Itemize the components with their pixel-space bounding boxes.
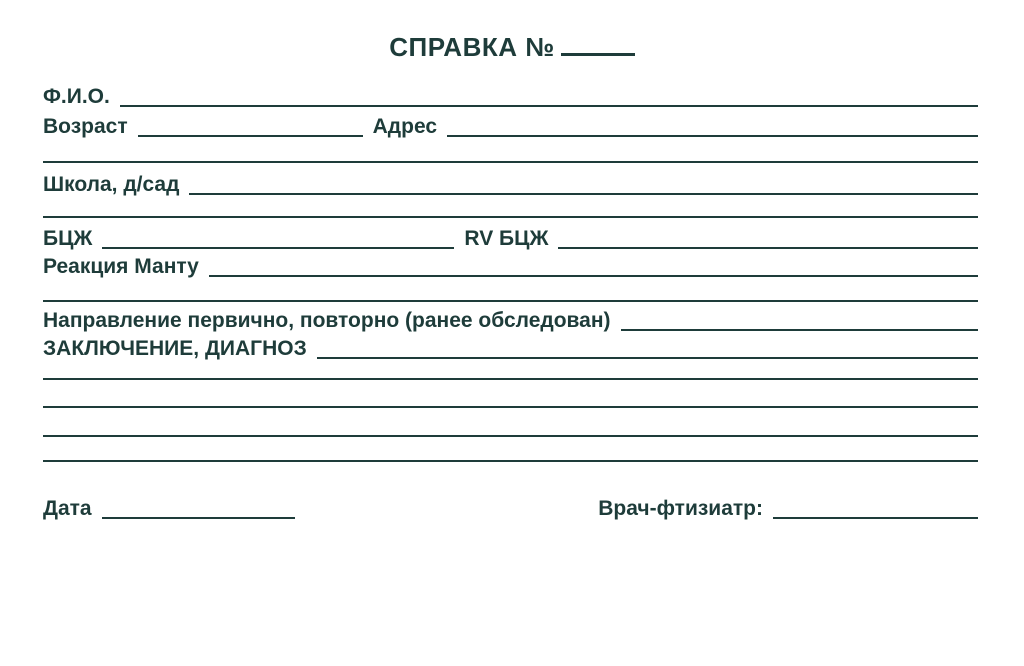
bcg-label: БЦЖ	[43, 227, 93, 250]
notes-blank-line-4	[43, 460, 978, 462]
address-label: Адрес	[372, 115, 438, 138]
age-blank-line	[138, 119, 363, 137]
fio-label: Ф.И.О.	[43, 85, 110, 108]
conclusion-blank-line	[317, 341, 978, 359]
age-address-row	[43, 114, 978, 140]
doctor-signature-blank-line	[773, 501, 978, 519]
date-doctor-row	[43, 496, 978, 522]
referral-blank-line	[621, 313, 978, 331]
date-label: Дата	[43, 497, 92, 520]
bcg-blank-line	[102, 231, 454, 249]
notes-blank-line-3	[43, 435, 978, 437]
conclusion-label: ЗАКЛЮЧЕНИЕ, ДИАГНОЗ	[43, 337, 307, 360]
address-blank-line	[447, 119, 978, 137]
mantoux-row	[43, 254, 978, 280]
school-blank-line	[189, 177, 978, 195]
date-group	[43, 496, 295, 522]
mantoux-label: Реакция Манту	[43, 255, 199, 278]
mantoux-blank-line	[209, 259, 978, 277]
rv-bcg-label: RV БЦЖ	[464, 227, 549, 250]
referral-row	[43, 308, 978, 334]
address-continuation-line	[43, 161, 978, 163]
date-blank-line	[102, 501, 295, 519]
fio-row	[43, 84, 978, 110]
doctor-label: Врач-фтизиатр:	[598, 497, 763, 520]
school-row	[43, 172, 978, 198]
doctor-group	[598, 496, 978, 522]
fio-blank-line	[120, 89, 978, 107]
conclusion-row	[43, 336, 978, 362]
certificate-number-blank	[561, 33, 635, 56]
rv-bcg-blank-line	[558, 231, 978, 249]
form-title	[0, 32, 1024, 62]
bcg-row	[43, 226, 978, 252]
form-title-text: СПРАВКА №	[389, 32, 555, 62]
notes-blank-line-2	[43, 406, 978, 408]
age-label: Возраст	[43, 115, 128, 138]
notes-blank-line-1	[43, 378, 978, 380]
referral-label: Направление первично, повторно (ранее обследован)	[43, 309, 611, 332]
school-label: Школа, д/сад	[43, 173, 180, 196]
mantoux-continuation-line	[43, 300, 978, 302]
school-continuation-line	[43, 216, 978, 218]
